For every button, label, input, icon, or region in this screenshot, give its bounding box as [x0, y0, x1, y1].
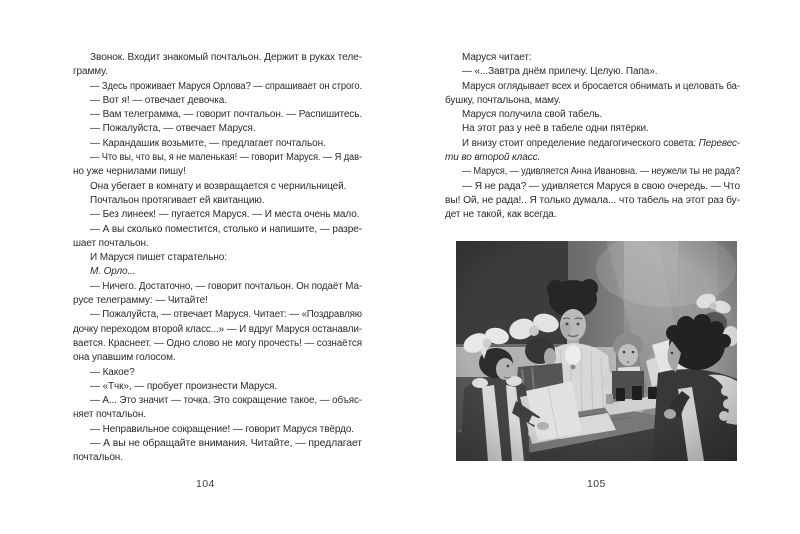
text-line: ти во второй класс. — [445, 152, 541, 164]
text-line: — Вот я! — отвечает девочка. — [90, 94, 227, 106]
text-line: Она убегает в комнату и возвращается с чернильницей. — [90, 180, 347, 192]
text-line: шает почтальон. — [73, 237, 149, 249]
text-line: — А вы сколько поместится, столько и напишите, — разре- — [90, 223, 362, 235]
film-still-illustration — [456, 241, 737, 461]
text-line: — Пожалуйста, — отвечает Маруся. — [90, 123, 256, 135]
text-line: но уже чернилами пишу! — [73, 166, 186, 178]
text-line: — Я не рада? — удивляется Маруся в свою очередь. — Что — [462, 180, 740, 192]
page-number-left: 104 — [196, 478, 215, 490]
text-line: — «...Завтра днём прилечу. Целую. Папа». — [462, 66, 658, 78]
text-line: — Что вы, что вы, я не маленькая! — говорит Маруся. — Я дав- — [90, 152, 362, 164]
text-line: — А вы не обращайте внимания. Читайте, — предлагает — [90, 438, 362, 450]
text-line: дочку переходом второй класс...» — И вдруг Маруся останавли- — [73, 323, 362, 335]
text-line: — Карандашик возьмите, — предлагает почтальон. — [90, 137, 326, 149]
text-line: — Какое? — [90, 366, 135, 378]
text-line: грамму. — [73, 66, 108, 78]
text-line: бушку, почтальона, маму. — [445, 94, 561, 106]
text-line: — Без линеек! — пугается Маруся. — И места очень мало. — [90, 209, 360, 221]
text-line: почтальон. — [73, 452, 123, 464]
text-line: Маруся получила свой табель. — [462, 109, 603, 121]
page-number-right: 105 — [587, 478, 606, 490]
text-line: На этот раз у неё в табеле одни пятёрки. — [462, 123, 649, 135]
right-page-text — [445, 51, 740, 223]
text-line: — А... Это значит — точка. Это сокращение такое, — объяс- — [90, 395, 362, 407]
text-line: — Ничего. Достаточно, — говорит почтальон. Он подаёт Ма- — [90, 280, 362, 292]
text-line: И внизу стоит определение педагогического совета: Перевес- — [462, 137, 740, 149]
text-line: Маруся оглядывает всех и бросается обнимать и целовать ба- — [462, 80, 740, 92]
film-still-photo — [456, 241, 737, 461]
text-line: няет почтальон. — [73, 409, 146, 421]
text-line: вается. Краснеет. — Одно слово не могу прочесть! — сознаётся — [73, 337, 362, 349]
photo-vignette — [456, 241, 737, 461]
text-line: — Вам телеграмма, — говорит почтальон. — Распишитесь. — [90, 109, 362, 121]
text-line: И Маруся пишет старательно: — [90, 252, 227, 264]
text-line: Почтальон протягивает ей квитанцию. — [90, 194, 265, 206]
text-line: — Здесь проживает Маруся Орлова? — спрашивает он строго. — [90, 80, 362, 92]
text-line: она упавшим голосом. — [73, 352, 176, 364]
text-line: — Пожалуйста, — отвечает Маруся. Читает: — «Поздравляю — [90, 309, 362, 321]
text-line: дет не такой, как всегда. — [445, 209, 557, 221]
text-line: — «Тчк», — пробует произнести Маруся. — [90, 380, 278, 392]
text-line: — Неправильное сокращение! — говорит Маруся твёрдо. — [90, 423, 354, 435]
text-line: Маруся читает: — [462, 52, 532, 63]
text-line: М. Орло... — [90, 266, 136, 278]
text-line: — Маруся, — удивляется Анна Ивановна. — неужели ты не рада? — [462, 166, 740, 178]
text-line: вы! Ой, не рада!.. Я только думала... что табель на этот раз бу- — [445, 194, 740, 206]
text-line: русе телеграмму: — Читайте! — [73, 295, 208, 307]
text-line: Звонок. Входит знакомый почтальон. Держит в руках теле- — [90, 52, 362, 63]
left-page-text — [73, 51, 362, 466]
